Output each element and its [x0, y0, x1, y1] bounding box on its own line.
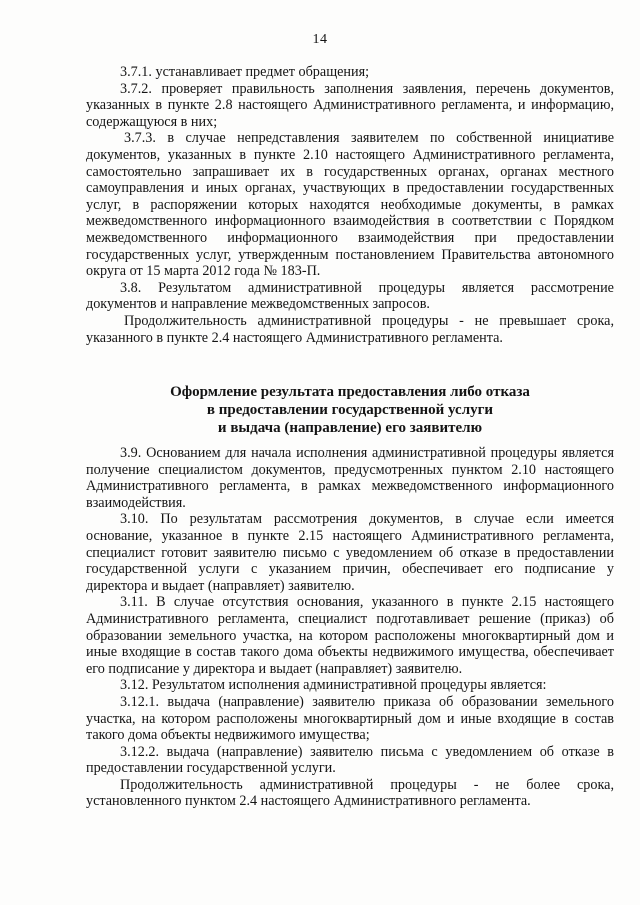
page-number: 14 [312, 32, 328, 47]
section-3-7-text [86, 64, 614, 346]
paragraph-3-10: 3.10. По результатам рассмотрения документов, в случае если имеется основание, указанное в пункте 2.15 настоящего Административного регламента, специалист готовит заявителю письмо с уведомлением об отказе в предоставлении государственной услуги с указанием причин, обеспечивает его подписание у директора и выдает (направляет) заявителю. [86, 511, 614, 594]
paragraph-3-11: 3.11. В случае отсутствия основания, указанного в пункте 2.15 настоящего Административного регламента, специалист подготавливает решение (приказ) об образовании земельного участка, на котором расположены многоквартирный дом и иные входящие в состав такого дома объекты недвижимого имущества, обеспечивает его подписание у директора и выдает (направляет) заявителю. [86, 594, 614, 677]
paragraph-duration-2: Продолжительность административной процедуры - не более срока, установленного пунктом 2.4 настоящего Административного регламента. [86, 776, 614, 810]
paragraph-3-12-1: 3.12.1. выдача (направление) заявителю приказа об образовании земельного участка, на котором расположены многоквартирный дом и иные входящие в состав такого дома объекты недвижимого имущества; [86, 693, 614, 744]
paragraph-3-8: 3.8. Результатом административной процедуры является рассмотрение документов и направление межведомственных запросов. [86, 279, 614, 313]
heading-line-2: в предоставлении государственной услуги [206, 402, 494, 418]
paragraph-3-7-1: 3.7.1. устанавливает предмет обращения; [120, 64, 370, 80]
paragraph-3-9: 3.9. Основанием для начала исполнения административной процедуры является получение специалистом документов, предусмотренных пунктом 2.10 настоящего Административного регламента, в рамках межведомственного информационного взаимодействия. [86, 445, 614, 511]
section-heading [86, 383, 614, 437]
heading-line-1: Оформление результата предоставления либо отказа [170, 384, 530, 400]
heading-line-3: и выдача (направление) его заявителю [217, 420, 483, 436]
section-3-9-text [86, 445, 614, 810]
paragraph-3-7-3: 3.7.3. в случае непредставления заявителем по собственной инициативе документов, указанных в пункте 2.10 настоящего Административного регламента, самостоятельно запрашивает их в государственных органах, органах местного самоуправления и иных органах, участвующих в предоставлении государственных услуг, в распоряжении которых находятся необходимые документы, в рамках межведомственного информационного взаимодействия в соответствии с Порядком межведомственного информационного взаимодействия при предоставлении государственных услуг, утвержденным постановлением Правительства автономного округа от 15 марта 2012 года № 183-П. [86, 130, 614, 280]
paragraph-3-7-2: 3.7.2. проверяет правильность заполнения заявления, перечень документов, указанных в пункте 2.8 настоящего Административного регламента, и информацию, содержащуюся в них; [86, 80, 614, 130]
paragraph-3-12-2: 3.12.2. выдача (направление) заявителю письма с уведомлением об отказе в предоставлении государственной услуги. [86, 743, 614, 777]
paragraph-duration-1: Продолжительность административной процедуры - не превышает срока, указанного в пункте 2.4 настоящего Административного регламента. [86, 312, 614, 346]
paragraph-3-12: 3.12. Результатом исполнения административной процедуры является: [120, 677, 547, 694]
